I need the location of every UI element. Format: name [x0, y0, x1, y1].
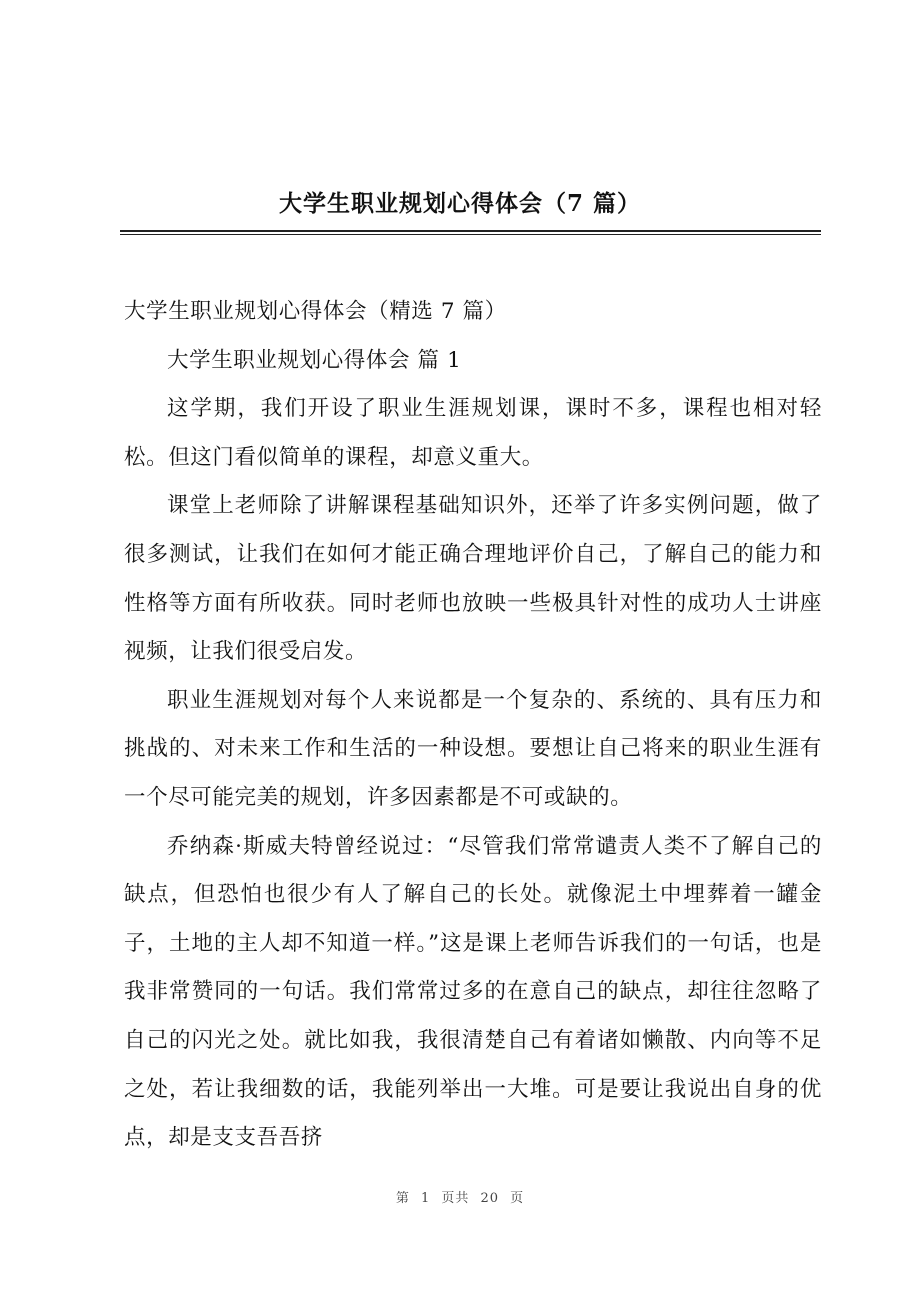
title-underline-thin — [120, 234, 821, 235]
document-title: 大学生职业规划心得体会（7 篇） — [278, 190, 641, 217]
page-footer: 第 1 页共 20 页 — [395, 1191, 525, 1206]
document-subtitle: 大学生职业规划心得体会（精选 7 篇） — [124, 299, 507, 324]
title-underline-thick — [120, 230, 821, 232]
paragraph: 乔纳森·斯威夫特曾经说过：“尽管我们常常谴责人类不了解自己的缺点，但恐怕也很少有人了解自己的长处。就像泥土中埋葬着一罐金子，土地的主人却不知道一样。”这是课上老师告诉我们的一句话，也是我非常赞同的一句话。我们常常过多的在意自己的缺点，却往往忽略了自己的闪光之处。就比如我，我很清楚自己有着诸如懒散、内向等不足之处，若让我细数的话，我能列举出一大堆。可是要让我说出自身的优点，却是支支吾吾挤 — [124, 833, 822, 1151]
document-body — [124, 288, 822, 1163]
paragraph: 职业生涯规划对每个人来说都是一个复杂的、系统的、具有压力和挑战的、对未来工作和生活的一种设想。要想让自己将来的职业生涯有一个尽可能完美的规划，许多因素都是不可或缺的。 — [124, 687, 822, 810]
section-heading: 大学生职业规划心得体会 篇 1 — [167, 347, 462, 373]
paragraph: 课堂上老师除了讲解课程基础知识外，还举了许多实例问题，做了很多测试，让我们在如何才能正确合理地评价自己，了解自己的能力和性格等方面有所收获。同时老师也放映一些极具针对性的成功人士讲座视频，让我们很受启发。 — [124, 493, 822, 665]
paragraph: 这学期，我们开设了职业生涯规划课，课时不多，课程也相对轻松。但这门看似简单的课程，却意义重大。 — [124, 396, 822, 470]
